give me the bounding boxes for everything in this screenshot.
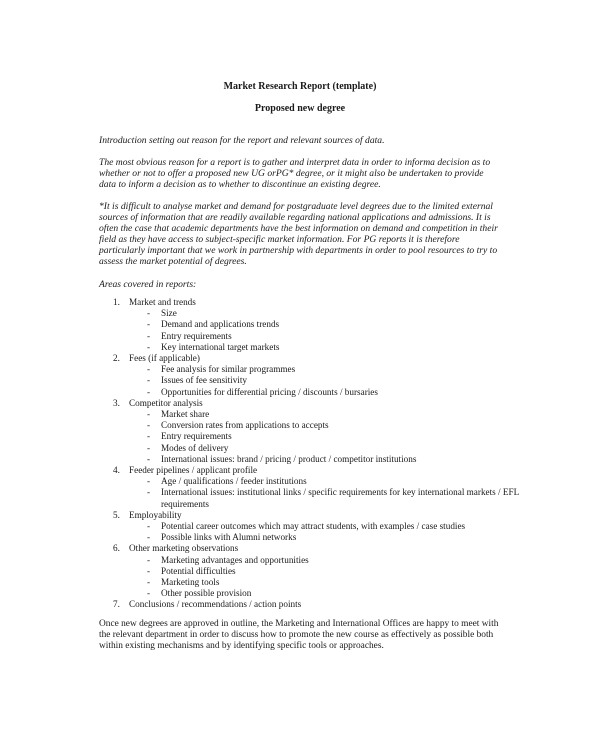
dash-bullet: -: [147, 319, 151, 330]
list-number: 7.: [113, 599, 120, 610]
sub-list-item: [99, 342, 519, 353]
dash-bullet: -: [147, 420, 151, 431]
list-item: [99, 599, 519, 610]
sub-list: [99, 555, 519, 600]
dash-bullet: -: [147, 588, 151, 599]
sub-list-item: [99, 577, 519, 588]
sub-list: [99, 308, 519, 353]
intro-paragraph: Introduction setting out reason for the report and relevant sources of data.: [99, 135, 385, 146]
sub-item-text: Opportunities for differential pricing / discounts / bursaries: [161, 386, 378, 397]
sub-list-item: [99, 308, 519, 319]
sub-item-text: Issues of fee sensitivity: [161, 375, 247, 386]
sub-list-item: [99, 454, 519, 465]
list-item: [99, 465, 519, 510]
dash-bullet: -: [147, 364, 151, 375]
areas-list: [99, 297, 519, 611]
sub-item-text: Age / qualifications / feeder institutions: [161, 476, 307, 487]
sub-item-text: International issues: institutional links / specific requirements for key international markets / EFL requirements: [161, 487, 519, 509]
closing-paragraph: Once new degrees are approved in outline, the Marketing and International Offices are happy to meet with the relevant department in order to discuss how to promote the new course as effectively as possible both within existing mechanisms and by identifying specific tools or approaches.: [99, 619, 499, 651]
area-label: Fees (if applicable): [129, 353, 200, 364]
sub-list-item: [99, 431, 519, 442]
area-label: Employability: [129, 509, 182, 520]
area-label: Conclusions / recommendations / action points: [129, 599, 302, 610]
dash-bullet: -: [147, 341, 151, 352]
sub-item-text: Demand and applications trends: [161, 319, 280, 330]
sub-item-text: International issues: brand / pricing / product / competitor institutions: [161, 453, 417, 464]
sub-item-text: Marketing tools: [161, 577, 220, 588]
dash-bullet: -: [147, 577, 151, 588]
list-item: [99, 398, 519, 465]
dash-bullet: -: [147, 532, 151, 543]
sub-list-item: [99, 476, 519, 487]
sub-list-item: [99, 443, 519, 454]
dash-bullet: -: [147, 521, 151, 532]
area-label: Competitor analysis: [129, 397, 203, 408]
list-number: 4.: [113, 465, 120, 476]
sub-list-item: [99, 555, 519, 566]
document-title: Market Research Report (template): [223, 81, 377, 92]
dash-bullet: -: [147, 442, 151, 453]
sub-item-text: Marketing advantages and opportunities: [161, 554, 309, 565]
area-label: Feeder pipelines / applicant profile: [129, 465, 258, 476]
dash-bullet: -: [147, 565, 151, 576]
list-item: [99, 543, 519, 599]
sub-item-text: Potential career outcomes which may attract students, with examples / case studies: [161, 521, 466, 532]
dash-bullet: -: [147, 554, 151, 565]
sub-list-item: [99, 487, 519, 509]
area-label: Market and trends: [129, 297, 196, 307]
dash-bullet: -: [147, 386, 151, 397]
sub-item-text: Market share: [161, 409, 210, 420]
dash-bullet: -: [147, 330, 151, 341]
list-number: 6.: [113, 543, 120, 554]
sub-list-item: [99, 532, 519, 543]
sub-list: [99, 364, 519, 398]
dash-bullet: -: [147, 431, 151, 442]
dash-bullet: -: [147, 487, 151, 498]
sub-item-text: Conversion rates from applications to accepts: [161, 420, 329, 431]
sub-list-item: [99, 588, 519, 599]
dash-bullet: -: [147, 308, 151, 319]
sub-item-text: Potential difficulties: [161, 565, 236, 576]
sub-list-item: [99, 521, 519, 532]
sub-item-text: Possible links with Alumni networks: [161, 532, 297, 543]
sub-list-item: [99, 566, 519, 577]
list-number: 3.: [113, 397, 120, 408]
areas-heading: Areas covered in reports:: [99, 279, 197, 290]
sub-item-text: Size: [161, 308, 177, 319]
sub-item-text: Entry requirements: [161, 330, 232, 341]
sub-item-text: Fee analysis for similar programmes: [161, 364, 296, 375]
sub-item-text: Entry requirements: [161, 431, 232, 442]
sub-list-item: [99, 387, 519, 398]
document-subtitle: Proposed new degree: [254, 103, 346, 114]
sub-list: [99, 521, 519, 543]
sub-list: [99, 476, 519, 510]
dash-bullet: -: [147, 453, 151, 464]
dash-bullet: -: [147, 476, 151, 487]
list-number: 5.: [113, 509, 120, 520]
reason-paragraph: The most obvious reason for a report is to gather and interpret data in order to informa decision as to whether or not to offer a proposed new UG orPG* degree, or it might also be undertaken to provide data to inform a decision as to whether to discontinue an existing degree.: [99, 157, 491, 190]
sub-item-text: Key international target markets: [161, 341, 280, 352]
sub-list-item: [99, 319, 519, 330]
area-label: Other marketing observations: [129, 543, 239, 554]
dash-bullet: -: [147, 375, 151, 386]
sub-item-text: Other possible provision: [161, 588, 252, 599]
list-number: 1.: [113, 297, 120, 307]
sub-list: [99, 409, 519, 465]
sub-list-item: [99, 331, 519, 342]
sub-list-item: [99, 409, 519, 420]
list-number: 2.: [113, 353, 120, 364]
sub-list-item: [99, 364, 519, 375]
list-item: [99, 297, 519, 353]
postgraduate-note-paragraph: *It is difficult to analyse market and demand for postgraduate level degrees due to the limited external sources of information that are readily available regarding national applications and admissions. It is often the case that academic departments have the best information on demand and competition in their field as they have access to subject-specific market information. For PG reports it is therefore particularly important that we work in partnership with departments in order to pool resources to try to assess the market potential of degrees.: [99, 201, 498, 267]
list-item: [99, 353, 519, 398]
dash-bullet: -: [147, 409, 151, 420]
sub-item-text: Modes of delivery: [161, 442, 229, 453]
sub-list-item: [99, 375, 519, 386]
list-item: [99, 510, 519, 544]
sub-list-item: [99, 420, 519, 431]
